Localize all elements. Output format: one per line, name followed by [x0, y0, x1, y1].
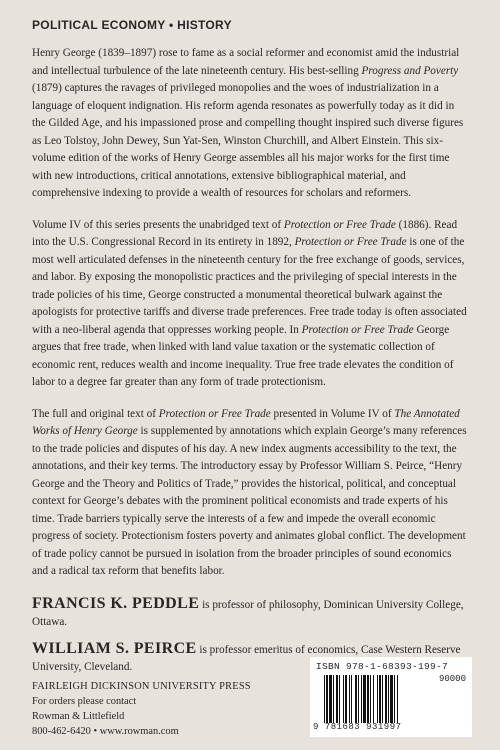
isbn-barcode: [310, 657, 472, 737]
publisher-contact: 800-462-6420 • www.rowman.com: [32, 726, 179, 737]
volume-description-paragraph: Volume IV of this series presents the unabridged text of Protection or Free Trade (1886). Read into the U.S. Congressional Record in its entirety in 1892, Protection or Free Trade is one of the most well articulated defenses in the nineteenth century for the free exchange of goods, services, and labor. By exposing the monopolistic practices and the privileging of special interests in the trade policies of his time, George constructed a monumental theoretical bulwark against the apologists for protective tariffs and diverse trade preferences. Free trade today is often associated with a neo-liberal agenda that oppresses working people. In Protection or Free Trade George argues that free trade, when linked with land value taxation or the systematic collection of economic rent, reduces wealth and income inequality. True free trade elevates the condition of labor to a degree far greater than any form of trade protectionism.: [32, 218, 467, 388]
author-name: WILLIAM S. PEIRCE: [32, 639, 197, 657]
publisher-info: [32, 679, 251, 739]
book-title-italic: Protection or Free Trade: [294, 236, 407, 248]
author-name: FRANCIS K. PEDDLE: [32, 594, 200, 612]
price-code: 90000: [438, 674, 466, 684]
edition-description-paragraph: The full and original text of Protection or Free Trade presented in Volume IV of The Annotated Works of Henry George is supplemented by annotations which explain George’s many references to the trade policies and disputes of his day. A new index augments accessibility to the text, the annotations, and their key terms. The introductory essay by Professor William S. Peirce, “Henry George and the Theory and Politics of Trade,” provides the historical, political, and conceptual context for George’s debates with the prominent political economists and trade experts of his time. Trade barriers typically serve the interests of a few and impede the overall economic progress of society. Protectionism fosters poverty and animates global conflict. The development of trade policy cannot be pursued in isolation from the broader principles of sound economics and a radical tax reform that benefits labor.: [32, 407, 467, 577]
category-label: POLITICAL ECONOMY • HISTORY: [32, 18, 232, 32]
back-cover: [32, 18, 470, 685]
barcode-digits: 9 781683 931997: [313, 722, 402, 732]
author-bio: WILLIAM S. PEIRCE is professor emeritus of economics, Case Western Reserve University, Cleveland.: [32, 639, 461, 673]
book-title-italic: Protection or Free Trade: [158, 407, 271, 420]
isbn-number: ISBN 978-1-68393-199-7: [316, 661, 449, 672]
series-title-italic: The Annotated Works of Henry George: [32, 407, 460, 437]
barcode-bars: [324, 675, 436, 723]
publisher-name: FAIRLEIGH DICKINSON UNIVERSITY PRESS: [32, 681, 251, 692]
book-title-italic: Protection or Free Trade: [301, 323, 414, 336]
author-bio: FRANCIS K. PEDDLE is professor of philosophy, Dominican University College, Ottawa.: [32, 594, 464, 628]
book-title-italic: Progress and Poverty: [361, 64, 459, 77]
distributor-name: Rowman & Littlefield: [32, 711, 125, 722]
series-description-paragraph: Henry George (1839–1897) rose to fame as a social reformer and economist amid the industrial and intellectual turbulence of the late nineteenth century. His best-selling Progress and Poverty (1879) captures the ravages of privileged monopolies and the woes of industrialization in a language of eloquent indignation. His reform agenda resonates as powerfully today as it did in the Gilded Age, and his impassioned prose and compelling thought inspired such diverse figures as Leo Tolstoy, John Dewey, Sun Yat-Sen, Winston Churchill, and Albert Einstein. This six-volume edition of the works of Henry George assembles all his major works for the first time with new introductions, critical annotations, extensive bibliographical material, and comprehensive indexing to provide a wealth of resources for scholars and reformers.: [32, 47, 464, 199]
publisher-orders-line: For orders please contact: [32, 696, 137, 707]
book-title-italic: Protection or Free Trade: [283, 218, 396, 231]
